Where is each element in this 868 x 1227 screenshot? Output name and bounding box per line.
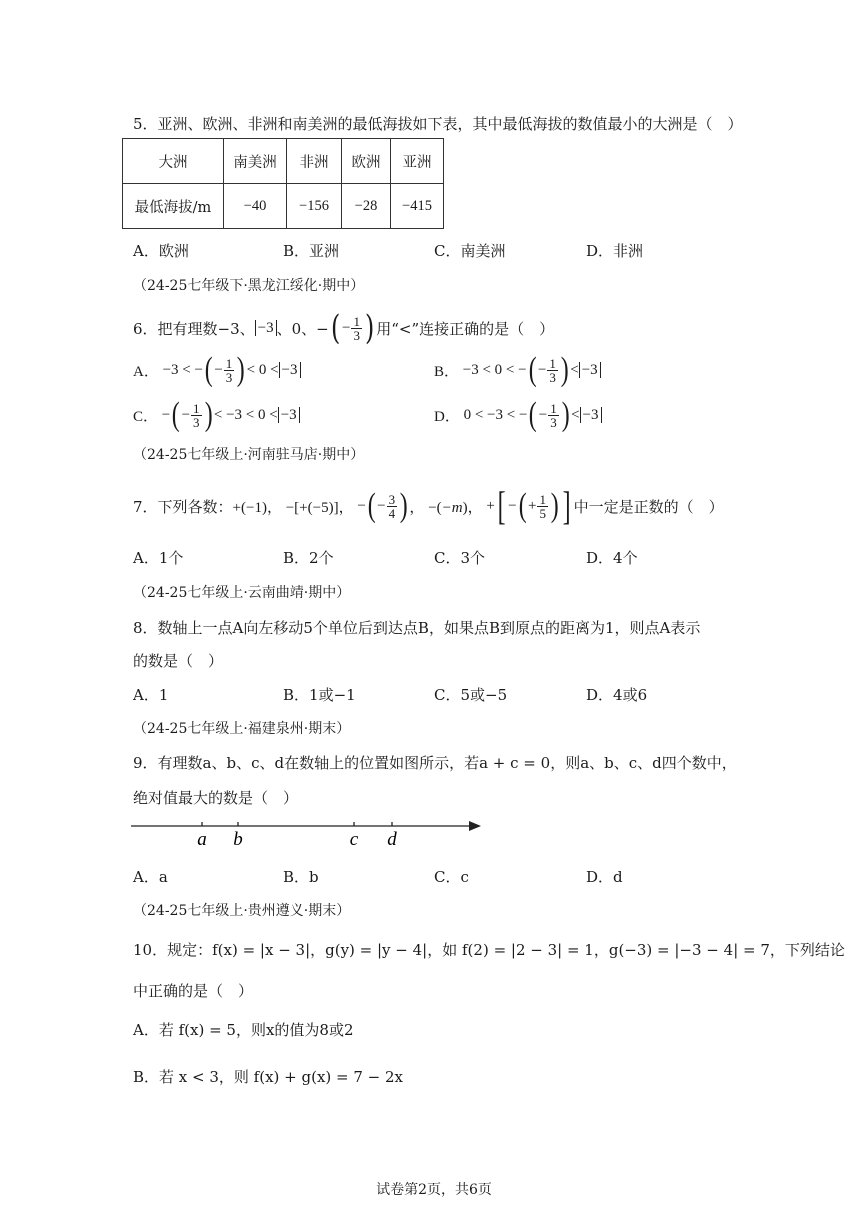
q7-option-b: B．2个 [283,549,334,567]
q7-stem-prefix: 7．下列各数： [133,497,233,516]
q7-expr-2: −[+(−5)]， [285,499,358,516]
q6-option-c: C． − ( − $\frac{1}{3}$ ) < −3 < 0 < −3 [133,395,300,435]
q7-option-d: D．4个 [586,549,638,567]
point-label-b: b [233,829,243,850]
q6-option-d: D． 0 < −3 < − ( − $\frac{1}{3}$ ) < −3 [434,395,602,435]
table-cell: 非洲 [287,139,342,184]
altitude-table [122,138,444,229]
q9-stem-line2: 绝对值最大的数是（ ） [133,789,299,807]
q6-stem-prefix: 6．把有理数−3、 [133,319,255,338]
number-line [125,812,490,852]
q5-option-b: B．亚洲 [283,242,340,260]
page-footer: 试卷第2页，共6页 [376,1182,492,1198]
q6-source: （24-25七年级上·河南驻马店·期中） [133,447,365,463]
q6-option-b: B． −3 < 0 < − ( − $\frac{1}{3}$ ) < −3 [434,350,601,390]
q6-stem-abs: −3 [255,320,277,336]
q9-option-d: D．d [586,868,623,886]
q6-stem-suffix: 用“<”连接正确的是（ ） [376,319,555,338]
q6-option-a: A． −3 < − ( − $\frac{1}{3}$ ) < 0 < −3 [133,350,301,390]
q10-option-b: B．若 x < 3，则 f(x) + g(x) = 7 − 2x [133,1068,404,1086]
q7-expr-4: −(−m)， [428,499,487,516]
table-cell: −40 [224,184,287,229]
table-cell: 欧洲 [342,139,391,184]
q9-stem-line1: 9．有理数a、b、c、d在数轴上的位置如图所示，若a + c = 0，则a、b、c、d四个数中， [133,754,737,772]
table-cell: 亚洲 [391,139,444,184]
point-label-d: d [387,829,397,850]
q7-expr-5: + [ − ( + $\frac{1}{5}$ ) ] [486,483,571,528]
q5-source: （24-25七年级下·黑龙江绥化·期中） [133,278,365,294]
table-header-row [123,139,444,184]
table-cell: −156 [287,184,342,229]
table-cell: −415 [391,184,444,229]
q9-source: （24-25七年级上·贵州遵义·期末） [133,903,351,919]
q8-option-d: D．4或6 [586,686,648,704]
q6-stem-mid: 、0、− [276,319,329,338]
q8-stem-line2: 的数是（ ） [133,652,224,670]
q8-stem-line1: 8．数轴上一点A向左移动5个单位后到达点B，如果点B到原点的距离为1，则点A表示 [133,619,701,637]
q7-option-c: C．3个 [434,549,486,567]
q10-stem-line1: 10．规定：f(x) = |x − 3|，g(y) = |y − 4|，如 f(2) = |2 − 3| = 1，g(−3) = |−3 − 4| = 7，下列结论 [133,941,845,959]
q10-option-a: A．若 f(x) = 5，则x的值为8或2 [133,1021,354,1039]
q9-option-c: C．c [434,868,469,886]
q5-option-c: C．南美洲 [434,242,506,260]
table-cell: 大洲 [123,139,224,184]
q5-stem: 5．亚洲、欧洲、非洲和南美洲的最低海拔如下表，其中最低海拔的数值最小的大洲是（ ） [133,115,743,133]
q5-option-a: A．欧洲 [133,242,189,260]
arrow-right-icon [469,821,481,831]
point-label-c: c [349,829,359,850]
point-label-a: a [197,829,207,850]
q7-expr-1: +(−1)， [232,499,286,516]
q7-source: （24-25七年级上·云南曲靖·期中） [133,585,351,601]
fraction: $\frac{1}{3}$ [353,313,360,343]
q10-stem-line2: 中正确的是（ ） [133,982,254,1000]
table-cell: 南美洲 [224,139,287,184]
q7-expr-3: − ( − $\frac{3}{4}$ ) ， [357,487,429,524]
table-cell: −28 [342,184,391,229]
q8-option-c: C．5或−5 [434,686,508,704]
q8-option-b: B．1或−1 [283,686,356,704]
q9-option-b: B．b [283,868,319,886]
q7-stem [133,484,724,528]
q6-stem: 6．把有理数−3、 −3 、0、− ( − $\frac{1}{3}$ ) 用“<”连接正确的是（ ） [133,308,555,348]
paren-right: ) [364,308,375,348]
q8-source: （24-25七年级上·福建泉州·期末） [133,721,351,737]
q8-option-a: A．1 [133,686,169,704]
q9-option-a: A．a [133,868,168,886]
table-row [123,184,444,229]
q7-option-a: A．1个 [133,549,184,567]
q5-option-d: D．非洲 [586,242,644,260]
table-cell: 最低海拔/m [123,184,224,229]
paren-left: ( [330,308,341,348]
q7-stem-suffix: 中一定是正数的（ ） [573,497,724,516]
